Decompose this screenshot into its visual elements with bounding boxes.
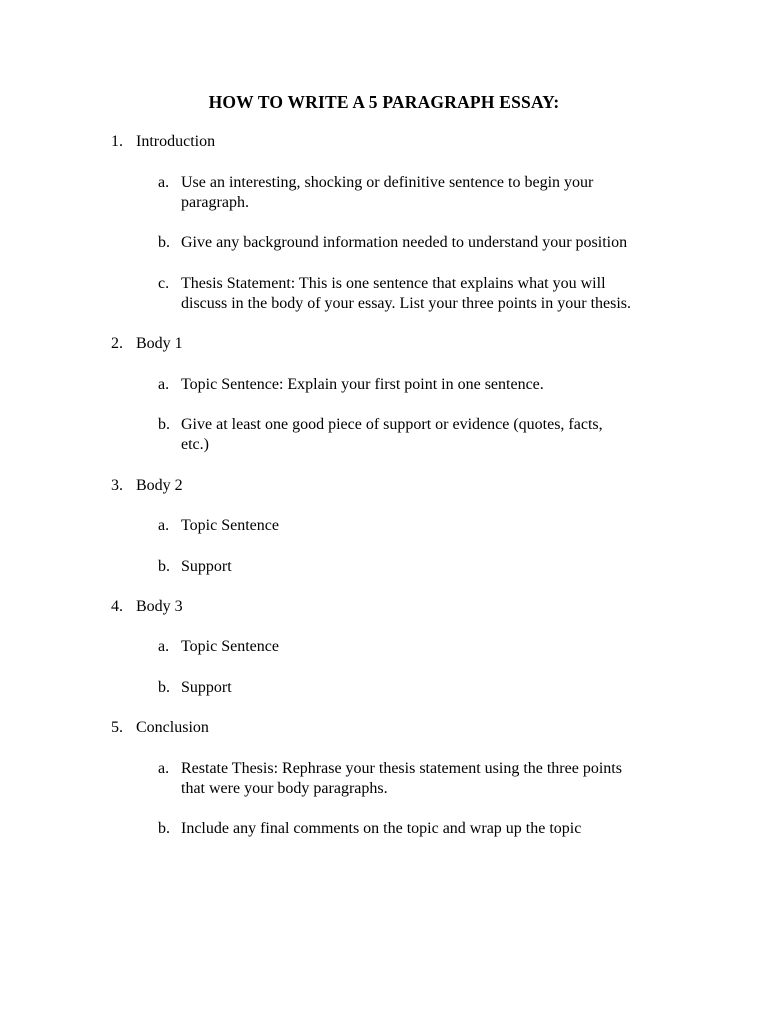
outline-subitem [158,516,279,536]
subitem-letter: b. [158,416,170,433]
subitem-letter: b. [158,820,170,837]
subitem-text-line: Topic Sentence [181,517,279,534]
subitem-text-line: Topic Sentence [181,638,279,655]
subitem-text-line: Support [181,679,232,696]
subitem-text-line: paragraph. [181,194,249,211]
section-label: Body 3 [136,598,183,615]
section-heading [111,132,215,152]
subitem-letter: a. [158,376,170,393]
subitem-text-line: Thesis Statement: This is one sentence that explains what you will [181,275,606,292]
subitem-letter: a. [158,760,170,777]
section-label: Body 2 [136,477,183,494]
outline-subitem [158,375,544,395]
subitem-letter: a. [158,517,170,534]
outline-subitem [158,678,232,698]
subitem-text-line: Give at least one good piece of support or evidence (quotes, facts, [181,416,603,433]
outline-subitem [158,557,232,577]
outline-subitem [158,415,603,455]
section-number: 1. [111,133,123,150]
outline-subitem [158,637,279,657]
section-label: Body 1 [136,335,183,352]
subitem-letter: b. [158,679,170,696]
section-number: 3. [111,477,123,494]
outline-subitem [158,233,627,253]
section-label: Conclusion [136,719,209,736]
subitem-text-line: Topic Sentence: Explain your first point in one sentence. [181,376,544,393]
section-heading [111,718,209,738]
section-label: Introduction [136,133,216,150]
outline-subitem [158,274,631,314]
subitem-letter: a. [158,638,170,655]
section-heading [111,476,183,496]
section-heading [111,334,183,354]
subitem-text-line: discuss in the body of your essay. List your three points in your thesis. [181,295,632,312]
subitem-text-line: Restate Thesis: Rephrase your thesis statement using the three points [181,760,622,777]
section-heading [111,597,183,617]
document-title: HOW TO WRITE A 5 PARAGRAPH ESSAY: [208,92,560,112]
subitem-text-line: Give any background information needed to understand your position [181,234,628,251]
subitem-text-line: etc.) [181,436,209,453]
subitem-letter: a. [158,174,170,191]
subitem-letter: b. [158,558,170,575]
subitem-letter: c. [158,275,170,292]
subitem-text-line: Include any final comments on the topic and wrap up the topic [181,820,582,837]
subitem-letter: b. [158,234,170,251]
subitem-text-line: Use an interesting, shocking or definitive sentence to begin your [181,174,594,191]
subitem-text-line: that were your body paragraphs. [181,780,388,797]
outline-subitem [158,819,581,839]
section-number: 2. [111,335,123,352]
outline-subitem [158,173,593,213]
section-number: 5. [111,719,123,736]
outline-subitem [158,759,622,799]
section-number: 4. [111,598,123,615]
subitem-text-line: Support [181,558,232,575]
